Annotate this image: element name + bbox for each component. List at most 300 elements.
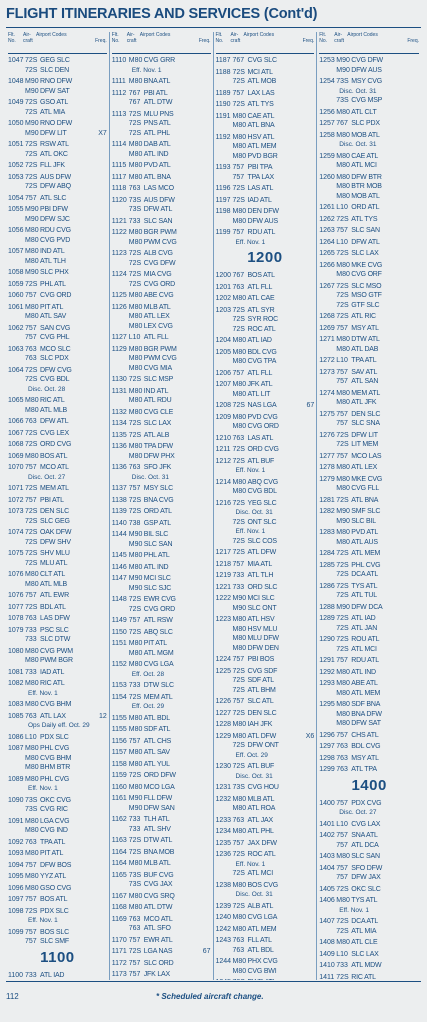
flight-row — [8, 763, 107, 773]
section-heading: 1400 — [351, 776, 387, 794]
airport-codes: CVG ORD — [40, 292, 72, 299]
frequency — [97, 570, 107, 580]
effective-note: Eff. Oct. 28 — [131, 670, 165, 678]
flight-row — [216, 445, 315, 455]
flight-row — [8, 603, 107, 613]
frequency — [201, 312, 211, 322]
flight-number: 1212 — [215, 457, 232, 465]
frequency — [201, 903, 211, 913]
frequency — [97, 236, 107, 246]
flight-number: 1253 — [319, 57, 335, 64]
aircraft-type: 757 — [232, 698, 245, 705]
flight-row — [112, 771, 211, 781]
flight-row — [319, 484, 419, 494]
flight-row — [8, 98, 107, 108]
flight-row — [319, 398, 419, 408]
frequency — [201, 322, 211, 332]
flight-row — [319, 96, 419, 106]
airport-codes: FLL JFK — [40, 162, 65, 169]
aircraft-type: M80 — [128, 552, 143, 559]
airport-codes: CVG PVD — [40, 236, 71, 244]
airport-codes: ORD DFW — [143, 772, 176, 779]
frequency — [409, 917, 419, 927]
flight-number: 1122 — [111, 229, 127, 236]
flight-number: 1153 — [111, 682, 127, 689]
aircraft-type: 72S — [25, 366, 38, 374]
aircraft-type: M80 — [232, 295, 247, 302]
airport-codes: BNA DFW — [351, 710, 382, 718]
airport-codes: SLC SAN — [351, 853, 380, 860]
flight-row — [319, 324, 419, 334]
flight-row — [319, 668, 419, 678]
flight-number: 1139 — [111, 508, 127, 515]
aircraft-type: M80 — [232, 208, 247, 215]
flight-row — [8, 528, 107, 538]
airport-codes: PHL ATL — [40, 280, 66, 288]
frequency — [201, 892, 211, 902]
flight-row — [112, 291, 211, 301]
flight-number: 1134 — [111, 420, 127, 427]
flight-row — [8, 150, 107, 160]
flight-row — [112, 859, 211, 869]
frequency — [201, 748, 211, 758]
frequency — [304, 625, 314, 635]
frequency — [304, 56, 314, 66]
aircraft-type: 757 — [336, 324, 348, 332]
flight-row — [319, 679, 419, 689]
flight-number — [112, 880, 129, 890]
aircraft-type: M80 — [336, 183, 350, 190]
aircraft-type: 72S — [128, 259, 142, 267]
flight-row — [112, 205, 211, 215]
aircraft-type: M90 — [128, 795, 143, 802]
airport-codes: DFW SAT — [40, 87, 70, 95]
aircraft-type: 72S — [128, 628, 142, 636]
airport-codes: DEN SLC — [247, 709, 277, 717]
flight-number: 1159 — [111, 772, 127, 779]
airport-codes: MEM ATL — [351, 389, 381, 397]
flight-row — [216, 121, 315, 131]
frequency — [304, 936, 314, 946]
aircraft-type: M80 — [232, 625, 247, 633]
airport-codes: SDF ATL — [143, 726, 171, 733]
frequency — [201, 484, 211, 494]
column-rows — [319, 54, 419, 980]
frequency — [304, 913, 314, 923]
flight-row — [8, 56, 107, 66]
frequency — [97, 937, 107, 947]
frequency — [97, 733, 107, 743]
airport-codes: ATL RSW — [143, 617, 173, 624]
flight-number: 1210 — [215, 434, 232, 442]
flight-row — [319, 203, 419, 213]
aircraft-type: M90 — [128, 804, 143, 812]
frequency — [409, 475, 419, 485]
frequency — [97, 66, 107, 76]
flight-number: 1188 — [215, 68, 231, 76]
frequency — [409, 226, 419, 236]
flight-number: 1228 — [215, 721, 232, 728]
flight-number: 1204 — [215, 337, 232, 344]
flight-number: 1081 — [8, 668, 24, 676]
flight-number: 1165 — [111, 871, 127, 879]
frequency — [201, 345, 211, 355]
flight-row — [8, 679, 107, 689]
flight-number: 1205 — [215, 348, 232, 356]
flight-row — [112, 947, 211, 957]
aircraft-type: 763 — [336, 766, 348, 773]
flight-number: 1286 — [319, 582, 335, 590]
frequency — [201, 375, 211, 385]
airport-codes: TYS ATL — [351, 897, 378, 904]
frequency — [97, 559, 107, 569]
airport-codes: BOS ATL — [40, 896, 68, 903]
flight-number — [8, 805, 25, 815]
airport-codes: ATL SAV — [40, 313, 67, 320]
airport-codes: CHS ATL — [351, 731, 379, 739]
flight-number: 1299 — [319, 766, 335, 773]
flight-row — [112, 616, 211, 626]
airport-codes: ATL MDW — [351, 962, 382, 969]
flight-row — [8, 700, 107, 710]
airport-codes: GSO ATL — [40, 99, 69, 106]
frequency — [201, 205, 211, 215]
aircraft-type: M80 — [336, 668, 350, 676]
frequency — [201, 442, 211, 452]
flight-number: 1411 — [319, 973, 335, 980]
flight-number — [8, 559, 25, 569]
flight-row — [112, 649, 211, 659]
airport-codes: BUF CVG — [143, 871, 174, 879]
flight-number: 1239 — [215, 902, 232, 910]
airport-codes: ORD CVG — [247, 446, 279, 453]
flight-row — [8, 108, 107, 118]
aircraft-type: 72S — [128, 605, 142, 613]
flight-number: 1264 — [319, 238, 335, 246]
frequency — [409, 961, 419, 971]
flight-number: 1234 — [215, 828, 232, 835]
flight-number: 1136 — [111, 464, 127, 471]
flight-number — [112, 804, 129, 814]
aircraft-type: M80 — [128, 661, 143, 668]
flight-number: 1243 — [215, 937, 232, 944]
aircraft-type: 72S — [336, 645, 349, 653]
flight-row — [112, 639, 211, 649]
frequency — [201, 783, 211, 793]
frequency — [201, 364, 211, 374]
aircraft-type: 73S — [128, 206, 142, 213]
airport-codes: SLC SMF — [40, 938, 69, 945]
frequency — [201, 56, 211, 66]
itinerary-column — [317, 32, 421, 980]
flight-number: 1216 — [215, 499, 232, 507]
airport-codes: AUS DFW — [143, 196, 175, 204]
aircraft-type: M80 — [128, 387, 143, 395]
airport-codes: BIL SLC — [143, 531, 169, 538]
flight-row — [8, 452, 107, 462]
frequency — [409, 173, 419, 183]
airport-codes: MKE CVG — [351, 261, 383, 269]
flight-number — [112, 649, 129, 659]
flight-row — [8, 333, 107, 343]
airport-codes: ORD SLC — [247, 583, 278, 591]
flight-row — [8, 173, 107, 183]
airport-codes: FLL DFW — [143, 795, 173, 802]
flight-number: 1292 — [319, 668, 335, 676]
airport-codes: SLC MSP — [143, 376, 174, 383]
flight-number: 1279 — [319, 475, 335, 483]
airport-codes: ATL MCI — [247, 870, 273, 877]
flight-row — [112, 463, 211, 473]
flight-number: 1226 — [215, 698, 232, 705]
frequency — [304, 422, 314, 432]
frequency — [97, 108, 107, 118]
flight-number — [112, 540, 129, 550]
flight-number: 1278 — [319, 464, 335, 471]
frequency — [97, 324, 107, 334]
flight-row — [216, 783, 315, 793]
airport-codes: DFW PHX — [143, 452, 175, 460]
flight-row — [216, 217, 315, 227]
airport-codes: BOS CVG — [247, 881, 278, 889]
flight-row — [216, 839, 315, 849]
flight-number: 1402 — [319, 832, 335, 839]
flight-number — [319, 517, 336, 527]
aircraft-type: M80 — [128, 749, 143, 756]
flight-row — [319, 873, 419, 883]
flight-row — [216, 228, 315, 238]
airport-codes: EWR ATL — [143, 936, 173, 944]
flight-row — [8, 345, 107, 355]
frequency — [304, 380, 314, 390]
frequency — [201, 354, 211, 364]
airport-codes: MCI ATL — [247, 68, 273, 76]
aircraft-type: 757 — [25, 928, 37, 936]
flight-number: 1199 — [215, 229, 231, 236]
frequency — [201, 333, 211, 343]
flight-number: 1229 — [215, 732, 232, 740]
flight-number: 1137 — [111, 485, 127, 492]
aircraft-type: 757 — [232, 656, 245, 663]
flight-number: 1214 — [215, 478, 232, 486]
frequency — [304, 548, 314, 558]
frequency — [304, 571, 314, 581]
flight-row — [8, 129, 107, 139]
aircraft-type: M80 — [336, 538, 350, 546]
flight-number: 1098 — [8, 907, 24, 915]
airport-codes: SYR ROC — [247, 316, 278, 323]
aircraft-type: 72S — [25, 162, 38, 169]
frequency — [409, 831, 419, 841]
aircraft-type: 763 — [232, 937, 245, 944]
flight-row — [216, 537, 315, 547]
flight-number: 1231 — [215, 784, 232, 791]
frequency — [201, 98, 211, 108]
flight-number — [216, 804, 233, 814]
frequency — [97, 205, 107, 215]
aircraft-type: 72S — [128, 848, 142, 856]
airport-codes: DFW ATL — [143, 206, 173, 213]
aircraft-type: M80 — [25, 647, 39, 655]
aircraft-type: M80 — [25, 227, 39, 234]
flight-number: 1096 — [8, 884, 24, 892]
frequency: 67 — [202, 948, 211, 955]
airport-codes: ATL SAV — [143, 749, 170, 756]
flight-row — [112, 584, 211, 594]
effective-note: Disc. Oct. 31 — [235, 891, 273, 898]
frequency — [201, 574, 211, 584]
flight-number: 1258 — [319, 131, 335, 139]
airport-codes: MSY ATL — [351, 754, 379, 762]
frequency — [201, 859, 211, 869]
airport-codes: BOS ATL — [247, 272, 275, 279]
flight-row — [112, 605, 211, 615]
flight-row — [216, 804, 315, 814]
aircraft-type: M80 — [25, 701, 39, 708]
flight-number: 1261 — [319, 204, 335, 211]
frequency — [409, 700, 419, 710]
frequency — [97, 226, 107, 236]
airport-codes: SLC COS — [247, 537, 277, 545]
flight-number: 1087 — [8, 745, 24, 752]
aircraft-type: 733 — [336, 962, 348, 969]
airport-codes: SLC MSO — [351, 282, 382, 290]
frequency — [304, 518, 314, 528]
flight-row — [319, 291, 419, 301]
frequency — [304, 457, 314, 467]
flight-row — [8, 838, 107, 848]
frequency — [201, 815, 211, 825]
airport-codes: PVD BGR — [247, 152, 278, 160]
airport-codes: ATL LEX — [351, 464, 378, 471]
flight-row — [112, 530, 211, 540]
airport-codes: CVG IND — [40, 827, 68, 834]
aircraft-type: M90 — [128, 540, 143, 548]
frequency — [304, 686, 314, 696]
aircraft-type: 763 — [232, 816, 245, 824]
aircraft-type: M90 — [25, 87, 39, 95]
flight-row — [8, 712, 107, 722]
airport-codes: CVG ORF — [351, 271, 382, 278]
aircraft-type: M80 — [128, 892, 143, 900]
frequency — [97, 247, 107, 257]
flight-number: 1113 — [111, 110, 127, 118]
flight-number: 1265 — [319, 250, 335, 257]
flight-number: 1150 — [111, 628, 127, 636]
airport-codes: ATL CHS — [143, 737, 172, 745]
flight-row — [8, 559, 107, 569]
flight-row — [216, 422, 315, 432]
airport-codes: CVG LGA — [143, 661, 174, 668]
header-frequency: Freq. — [95, 37, 107, 44]
frequency — [201, 291, 211, 301]
frequency — [304, 881, 314, 891]
frequency — [201, 880, 211, 890]
aircraft-type: M80 — [336, 485, 350, 492]
aircraft-type: M80 — [232, 967, 247, 975]
flight-row — [216, 816, 315, 826]
flight-row — [319, 249, 419, 259]
flight-row — [8, 268, 107, 278]
aircraft-type: M80 — [128, 238, 143, 246]
airport-codes: SLC ORD — [143, 959, 174, 967]
header-airport-codes: Airport Codes — [347, 32, 378, 38]
aircraft-type: M80 — [336, 853, 350, 860]
frequency — [409, 841, 419, 851]
flight-row — [216, 946, 315, 956]
airport-codes: ATL BDL — [247, 946, 274, 954]
aircraft-type: 72S — [336, 582, 349, 590]
airport-codes: DFW ABQ — [40, 183, 71, 190]
aircraft-type: 72S — [25, 517, 38, 525]
aircraft-type: 757 — [25, 896, 37, 903]
flight-number: 1152 — [111, 661, 127, 668]
flight-row — [319, 656, 419, 666]
flight-row — [112, 270, 211, 280]
frequency — [201, 119, 211, 129]
flight-number — [8, 754, 25, 764]
flight-row — [216, 655, 315, 665]
aircraft-type: 72S — [128, 496, 142, 504]
frequency — [201, 924, 211, 934]
flight-row — [319, 440, 419, 450]
header-flight-no: Flt. No. — [8, 32, 16, 44]
flight-number: 1095 — [8, 873, 24, 880]
aircraft-type: M80 — [336, 680, 350, 687]
flight-number: 1273 — [319, 368, 335, 376]
airport-codes: BNA CVG — [143, 496, 174, 504]
flight-number: 1163 — [111, 837, 127, 844]
frequency — [409, 582, 419, 592]
frequency — [304, 478, 314, 488]
flight-number — [216, 357, 233, 367]
aircraft-type: M80 — [232, 381, 247, 388]
frequency — [409, 398, 419, 408]
aircraft-type: M90 — [25, 120, 39, 127]
frequency — [409, 645, 419, 655]
flight-row — [112, 794, 211, 804]
airport-codes: HSV ATL — [247, 133, 275, 141]
aircraft-type: 73S — [336, 97, 349, 104]
frequency — [201, 649, 211, 659]
flight-number: 1070 — [8, 464, 24, 471]
aircraft-type: 767 — [128, 89, 141, 97]
header-aircraft: Air-craft — [230, 32, 241, 44]
frequency — [304, 173, 314, 183]
flight-number: 1274 — [319, 389, 335, 397]
section-heading: 1200 — [247, 249, 283, 266]
aircraft-type: 757 — [336, 420, 348, 427]
flight-number — [216, 537, 233, 547]
aircraft-type: M80 — [128, 141, 143, 148]
aircraft-type: M80 — [25, 764, 39, 771]
flight-row — [216, 571, 315, 581]
airport-codes: PHL CVG — [351, 561, 381, 569]
airport-codes: DFW LIT — [40, 129, 67, 137]
frequency — [304, 142, 314, 152]
frequency — [304, 357, 314, 367]
flight-row — [112, 280, 211, 290]
frequency: 12 — [98, 712, 107, 720]
flight-number: 1225 — [215, 667, 232, 675]
airport-codes: BNA ATL — [143, 78, 171, 85]
flight-row — [216, 676, 315, 686]
flight-row — [112, 419, 211, 429]
frequency — [409, 603, 419, 613]
aircraft-type: M80 — [336, 192, 350, 200]
flight-number — [216, 686, 233, 696]
flight-number — [216, 121, 233, 131]
